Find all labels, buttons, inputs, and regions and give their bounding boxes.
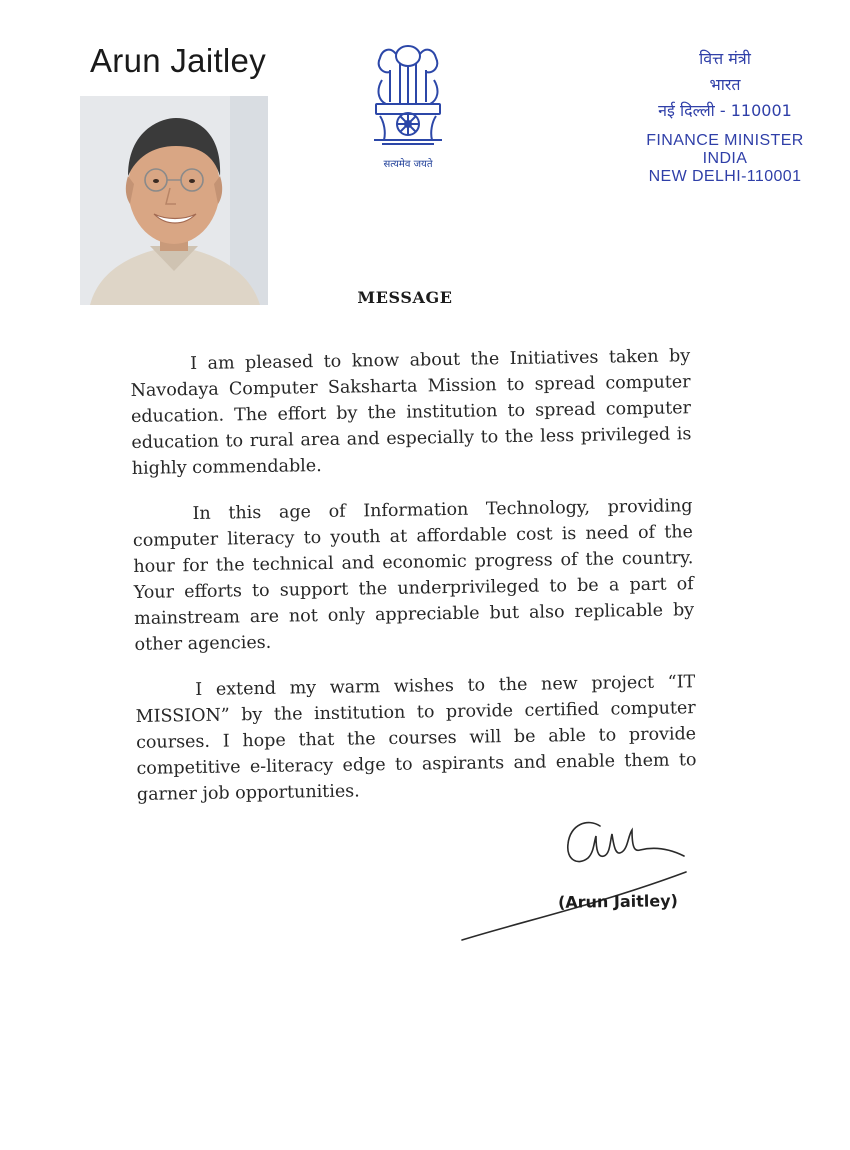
message-body bbox=[130, 343, 697, 828]
minister-portrait bbox=[80, 96, 268, 305]
message-paragraph: I am pleased to know about the Initiatives taken by Navodaya Computer Saksharta Mission to spread computer education. The effort by the institution to spread computer education to rural area and especially to the less privileged is highly commendable. bbox=[130, 346, 692, 479]
message-paragraph: In this age of Information Technology, providing computer literacy to youth at affordable cost is need of the hour for the technical and economic progress of the country. Your efforts to support the underprivileged to be a part of mainstream are not only appreciable but also replicable by other agencies. bbox=[132, 496, 695, 655]
message-paragraph: I extend my warm wishes to the new project “IT MISSION” by the institution to provide certified computer courses. I hope that the courses will be able to provide competitive e-literacy edge to aspirants and enable them to garner job opportunities. bbox=[135, 672, 697, 805]
office-address-block bbox=[630, 46, 820, 186]
lion-capital-icon bbox=[360, 40, 456, 156]
office-english-country: INDIA bbox=[702, 150, 748, 167]
handwritten-signature bbox=[460, 812, 720, 952]
office-hindi-title: वित्त मंत्री bbox=[699, 49, 751, 68]
signatory-name: (Arun Jaitley) bbox=[557, 891, 679, 912]
office-hindi-city: नई दिल्ली - 110001 bbox=[658, 101, 792, 120]
office-english-city: NEW DELHI-110001 bbox=[648, 168, 802, 185]
emblem-motto: सत्यमेव जयते bbox=[383, 159, 433, 170]
office-english-title: FINANCE MINISTER bbox=[646, 132, 804, 149]
minister-name-heading: Arun Jaitley bbox=[90, 42, 267, 79]
national-emblem bbox=[360, 40, 456, 175]
office-hindi-country: भारत bbox=[709, 75, 741, 94]
message-title: MESSAGE bbox=[357, 288, 453, 307]
